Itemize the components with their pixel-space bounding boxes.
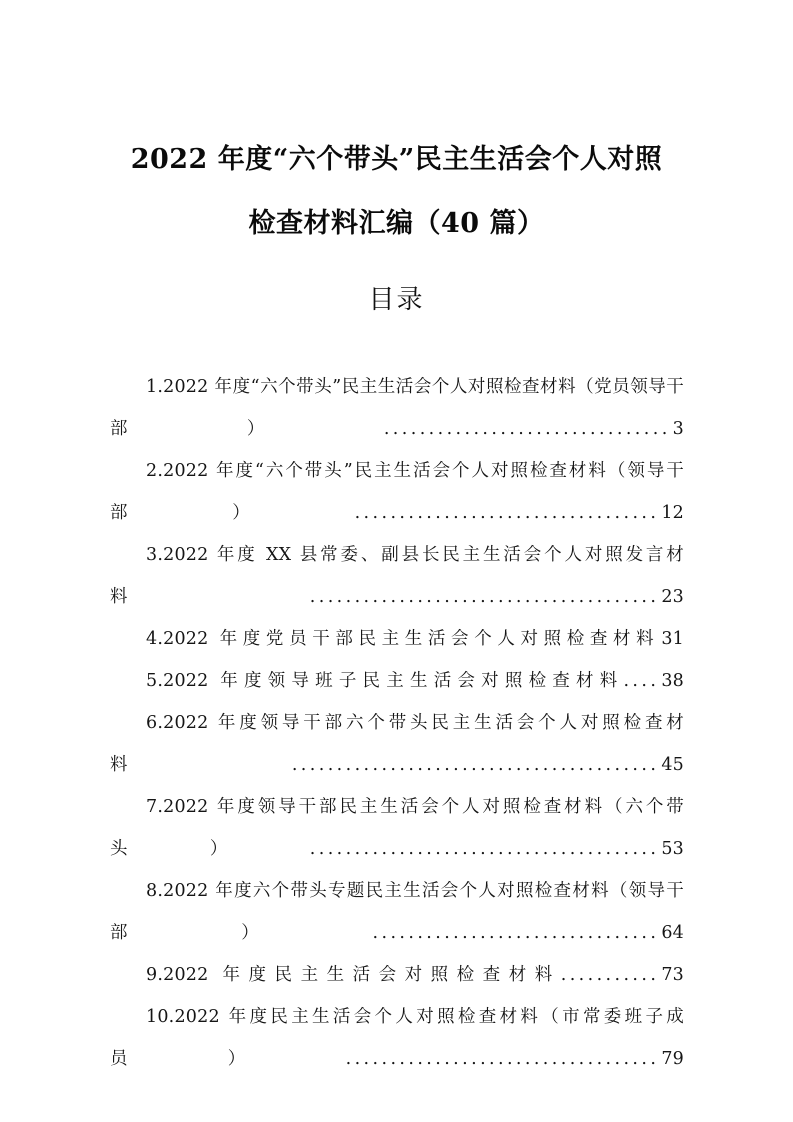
toc-entry-number: 8. [146, 881, 164, 901]
page-title [110, 128, 683, 256]
toc-entry[interactable] [110, 660, 684, 702]
toc-page-number: 73 [661, 965, 684, 985]
toc-entry-title: 2022 年度“六个带头”民主生活会个人对照检查材料（领导干部） [110, 461, 684, 523]
toc-page-number: 31 [661, 629, 684, 649]
toc-entry-title: 2022 年度“六个带头”民主生活会个人对照检查材料（党员领导干部） [110, 377, 684, 439]
toc-entry[interactable] [110, 996, 684, 1080]
toc-entry-tail [623, 671, 684, 691]
toc-heading: 目录 [368, 285, 425, 315]
toc-entry-number: 7. [146, 797, 164, 817]
toc-page-number: 3 [672, 419, 684, 439]
toc-page-number: 53 [661, 839, 684, 859]
toc-entry-title: 2022 年度民主生活会对照检查材料 [163, 965, 561, 985]
toc-page-number: 23 [661, 587, 684, 607]
toc-entry-title: 2022 年度领导干部民主生活会个人对照检查材料（六个带头） [110, 797, 684, 859]
toc-entry[interactable] [110, 702, 684, 786]
toc-entry-tail [373, 923, 684, 943]
toc-entry-number: 2. [146, 461, 164, 481]
toc-page-number: 45 [661, 755, 684, 775]
toc-entry-number: 10. [146, 1007, 175, 1027]
toc-entry[interactable] [110, 870, 684, 954]
toc-entry-title: 2022 年度六个带头专题民主生活会个人对照检查材料（领导干部） [110, 881, 684, 943]
toc-entry-tail [659, 629, 684, 649]
toc-entry-number: 1. [146, 377, 164, 397]
toc-entry[interactable] [110, 450, 684, 534]
toc-entry[interactable] [110, 954, 684, 996]
toc-entry-tail [310, 587, 684, 607]
toc-leader-dots: .... [623, 671, 660, 691]
toc-page-number: 12 [661, 503, 684, 523]
toc-list [110, 366, 684, 1080]
toc-leader-dots: ................................ [383, 419, 671, 439]
toc-entry-tail [346, 1049, 684, 1069]
toc-leader-dots: ....................................... [309, 587, 660, 607]
toc-entry-number: 9. [146, 965, 164, 985]
page-title-line-2: 检查材料汇编（40 篇） [248, 208, 545, 239]
toc-page-number: 64 [661, 923, 684, 943]
toc-entry-title: 2022 年度民主生活会个人对照检查材料（市常委班子成员） [110, 1007, 684, 1069]
page-title-line-1: 2022 年度“六个带头”民主生活会个人对照 [130, 144, 663, 175]
toc-entry-tail [310, 839, 684, 859]
toc-entry-number: 6. [146, 713, 164, 733]
toc-entry[interactable] [110, 366, 684, 450]
toc-leader-dots: ......................................... [291, 755, 660, 775]
toc-leader-dots: ....................................... [309, 839, 660, 859]
toc-entry-number: 4. [146, 629, 164, 649]
toc-entry[interactable] [110, 534, 684, 618]
toc-leader-dots: ................................... [345, 1049, 660, 1069]
toc-entry[interactable] [110, 786, 684, 870]
toc-leader-dots: ................................ [372, 923, 660, 943]
toc-entry-number: 5. [146, 671, 164, 691]
toc-leader-dots: ........... [560, 965, 660, 985]
toc-entry[interactable] [110, 618, 684, 660]
toc-entry-title: 2022 年度领导干部六个带头民主生活会个人对照检查材料 [110, 713, 684, 775]
toc-entry-title: 2022 年度领导班子民主生活会对照检查材料 [163, 671, 624, 691]
toc-entry-title: 2022 年度 XX 县常委、副县长民主生活会个人对照发言材料 [110, 545, 684, 607]
toc-entry-tail [384, 419, 684, 439]
toc-entry-number: 3. [146, 545, 164, 565]
toc-page-number: 79 [661, 1049, 684, 1069]
toc-entry-tail [292, 755, 684, 775]
toc-entry-title: 2022 年度党员干部民主生活会个人对照检查材料 [163, 629, 660, 649]
toc-entry-tail [561, 965, 684, 985]
toc-page-number: 38 [661, 671, 684, 691]
toc-leader-dots: .................................. [354, 503, 660, 523]
toc-entry-tail [355, 503, 684, 523]
